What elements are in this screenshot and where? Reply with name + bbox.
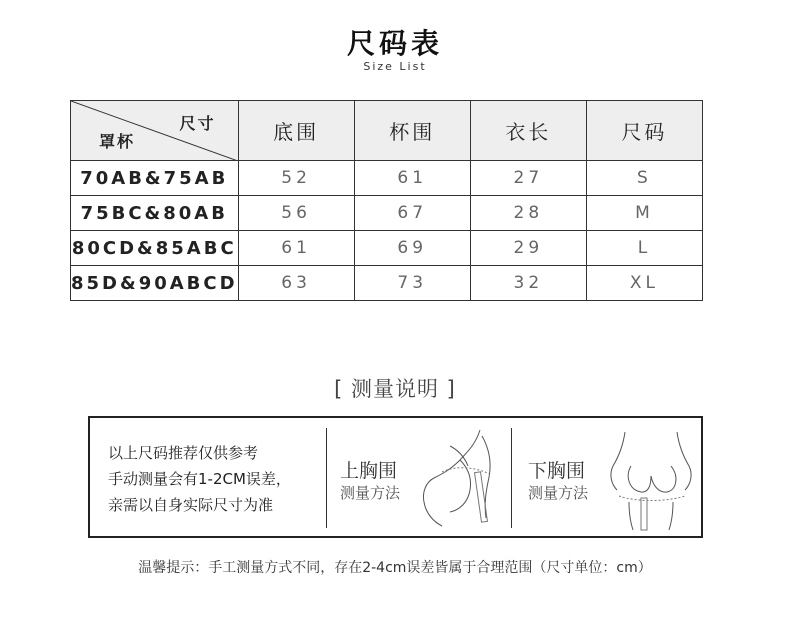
underbust-cell: 61 — [238, 231, 354, 266]
length-cell: 28 — [470, 196, 586, 231]
cup-girth-cell: 67 — [354, 196, 470, 231]
page-subtitle: Size List — [363, 60, 427, 73]
table-row — [71, 266, 703, 301]
cup-cell: 70AB&75AB — [71, 161, 239, 196]
underbust-cell: 52 — [238, 161, 354, 196]
size-cell: L — [586, 231, 702, 266]
table-row — [71, 196, 703, 231]
table-row — [71, 161, 703, 196]
measure-disclaimer — [108, 440, 318, 518]
length-cell: 32 — [470, 266, 586, 301]
cup-cell: 75BC&80AB — [71, 196, 239, 231]
column-header: 尺码 — [586, 101, 702, 161]
upper-bust-method: 测量方法 — [340, 484, 401, 502]
measure-instructions-box — [88, 416, 703, 538]
upper-bust-label: 上胸围 — [340, 460, 398, 482]
disclaimer-line: 手动测量会有1-2CM误差， — [108, 470, 291, 488]
underbust-cell: 56 — [238, 196, 354, 231]
page-title: 尺码表 — [346, 27, 443, 60]
corner-header-cell — [71, 101, 239, 161]
cup-cell: 85D&90ABCD — [71, 266, 239, 301]
cup-girth-cell: 69 — [354, 231, 470, 266]
lower-bust-figure-illustration — [605, 426, 697, 532]
disclaimer-line: 亲需以自身实际尺寸为准 — [108, 496, 274, 514]
length-cell: 27 — [470, 161, 586, 196]
column-header: 衣长 — [470, 101, 586, 161]
size-cell: M — [586, 196, 702, 231]
table-row — [71, 231, 703, 266]
length-cell: 29 — [470, 231, 586, 266]
size-cell: S — [586, 161, 702, 196]
underbust-cell: 63 — [238, 266, 354, 301]
column-header: 杯围 — [354, 101, 470, 161]
table-header-row — [71, 101, 703, 161]
cup-girth-cell: 61 — [354, 161, 470, 196]
size-table — [70, 100, 703, 301]
cup-girth-cell: 73 — [354, 266, 470, 301]
divider — [326, 428, 327, 528]
size-cell: XL — [586, 266, 702, 301]
lower-bust-method: 测量方法 — [528, 484, 589, 502]
tip-note: 温馨提示：手工测量方式不同，存在2-4cm误差皆属于合理范围（尺寸单位：cm） — [138, 560, 652, 576]
cup-cell: 80CD&85ABC — [71, 231, 239, 266]
measure-heading: [ 测量说明 ] — [334, 377, 456, 401]
corner-label-cup: 罩杯 — [99, 132, 136, 151]
lower-bust-label: 下胸围 — [528, 460, 586, 482]
upper-bust-figure-illustration — [420, 426, 510, 532]
divider — [511, 428, 512, 528]
column-header: 底围 — [238, 101, 354, 161]
disclaimer-line: 以上尺码推荐仅供参考 — [108, 444, 259, 462]
corner-label-size: 尺寸 — [179, 114, 216, 133]
